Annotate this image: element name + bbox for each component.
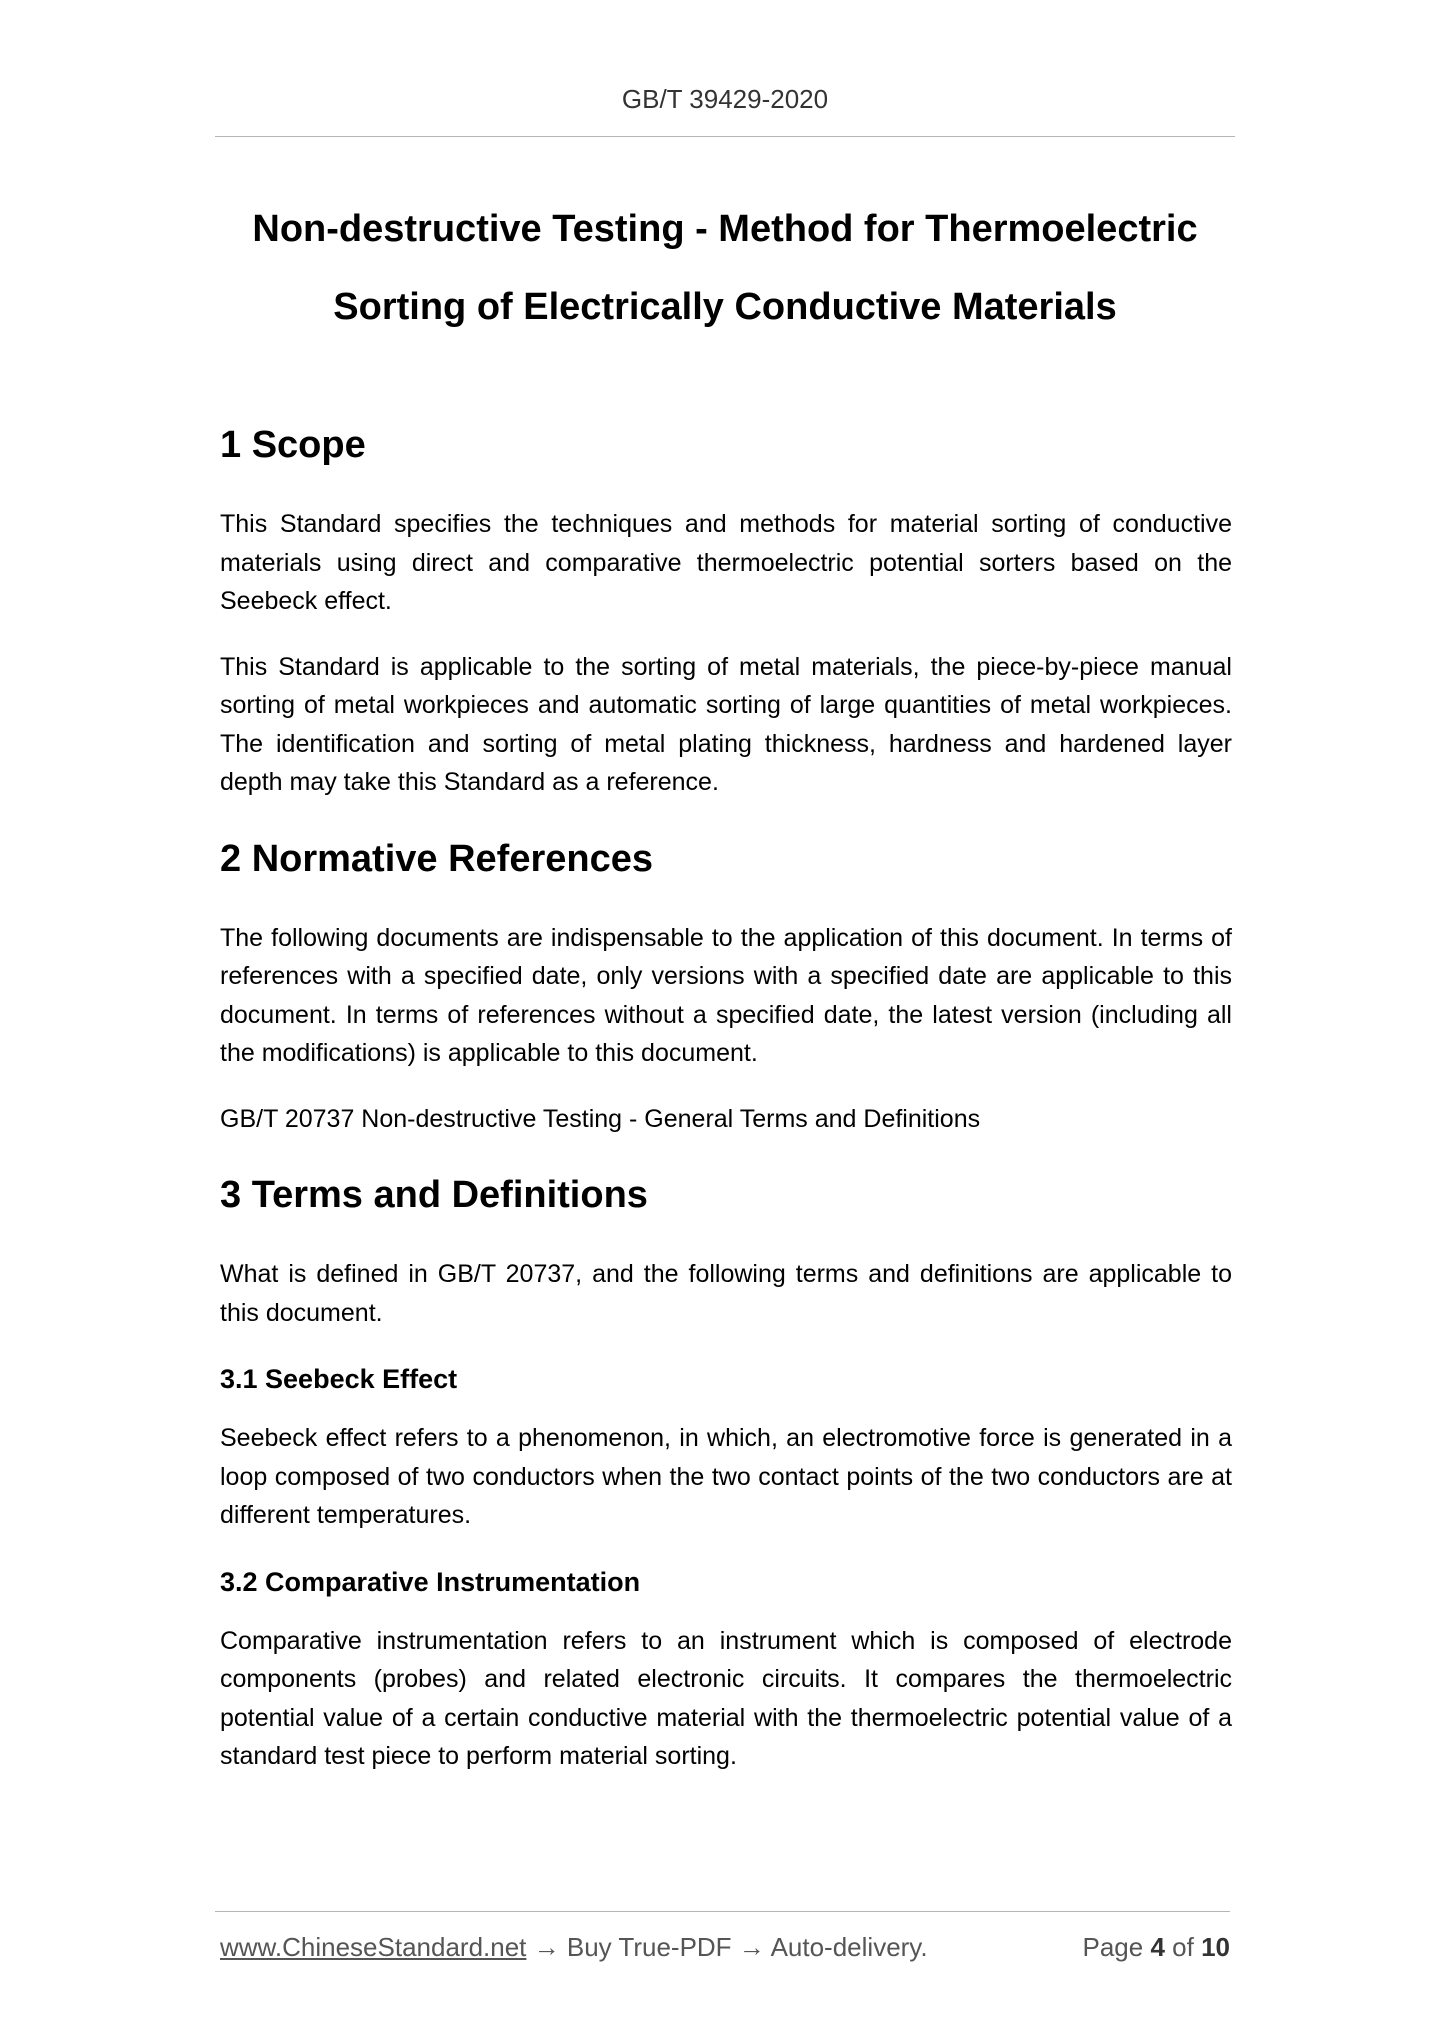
seebeck-effect-definition: Seebeck effect refers to a phenomenon, in which, an electromotive force is generated in a loop composed of two conductors when the two contact points of the two conductors are at different temperatures.	[220, 1424, 1232, 1529]
document-title	[215, 190, 1235, 346]
page-footer	[220, 1932, 1230, 1963]
footer-promo-text: → Buy True-PDF → Auto-delivery.	[526, 1932, 928, 1962]
page-label: Page	[1082, 1932, 1144, 1962]
page-current: 4	[1150, 1932, 1165, 1962]
scope-paragraph-2: This Standard is applicable to the sorting of metal materials, the piece-by-piece manual sorting of metal workpieces and automatic sorting of large quantities of metal workpieces. The identification and sorting of metal plating thickness, hardness and hardened layer depth may take this Standard as a reference.	[220, 652, 1232, 796]
header-divider	[215, 136, 1235, 137]
page-header-standard-code: GB/T 39429-2020	[621, 84, 829, 114]
page-number	[1082, 1932, 1230, 1963]
footer-website-link[interactable]: www.ChineseStandard.net	[220, 1932, 527, 1962]
scope-paragraph-1: This Standard specifies the techniques and methods for material sorting of conductive materials using direct and comparative thermoelectric potential sorters based on the Seebeck effect.	[220, 510, 1232, 615]
title-line-1: Non-destructive Testing - Method for Thermoelectric	[252, 208, 1198, 250]
normative-paragraph-1: The following documents are indispensable to the application of this document. In terms of references with a specified date, only versions with a specified date are applicable to this document. In terms of references without a specified date, the latest version (including all the modifications) is applicable to this document.	[220, 923, 1232, 1067]
section-heading-normative-references: 2 Normative References	[220, 837, 653, 880]
footer-divider	[215, 1911, 1230, 1912]
section-heading-terms-definitions: 3 Terms and Definitions	[220, 1174, 648, 1216]
section-heading-scope: 1 Scope	[220, 424, 366, 466]
subsection-heading-comparative-instrumentation: 3.2 Comparative Instrumentation	[220, 1566, 641, 1597]
page-of-label: of	[1172, 1932, 1194, 1962]
document-body	[220, 415, 1232, 1776]
footer-promo	[220, 1932, 928, 1963]
terms-paragraph-1: What is defined in GB/T 20737, and the following terms and definitions are applicable to this document.	[220, 1260, 1232, 1327]
comparative-instrumentation-definition: Comparative instrumentation refers to an instrument which is composed of electrode components (probes) and related electronic circuits. It compares the thermoelectric potential value of a certain conductive material with the thermoelectric potential value of a standard test piece to perform material sorting.	[220, 1626, 1232, 1770]
subsection-heading-seebeck-effect: 3.1 Seebeck Effect	[220, 1364, 458, 1394]
title-line-2: Sorting of Electrically Conductive Materials	[333, 286, 1117, 328]
page-total: 10	[1201, 1932, 1230, 1962]
normative-reference-item: GB/T 20737 Non-destructive Testing - General Terms and Definitions	[220, 1104, 981, 1133]
